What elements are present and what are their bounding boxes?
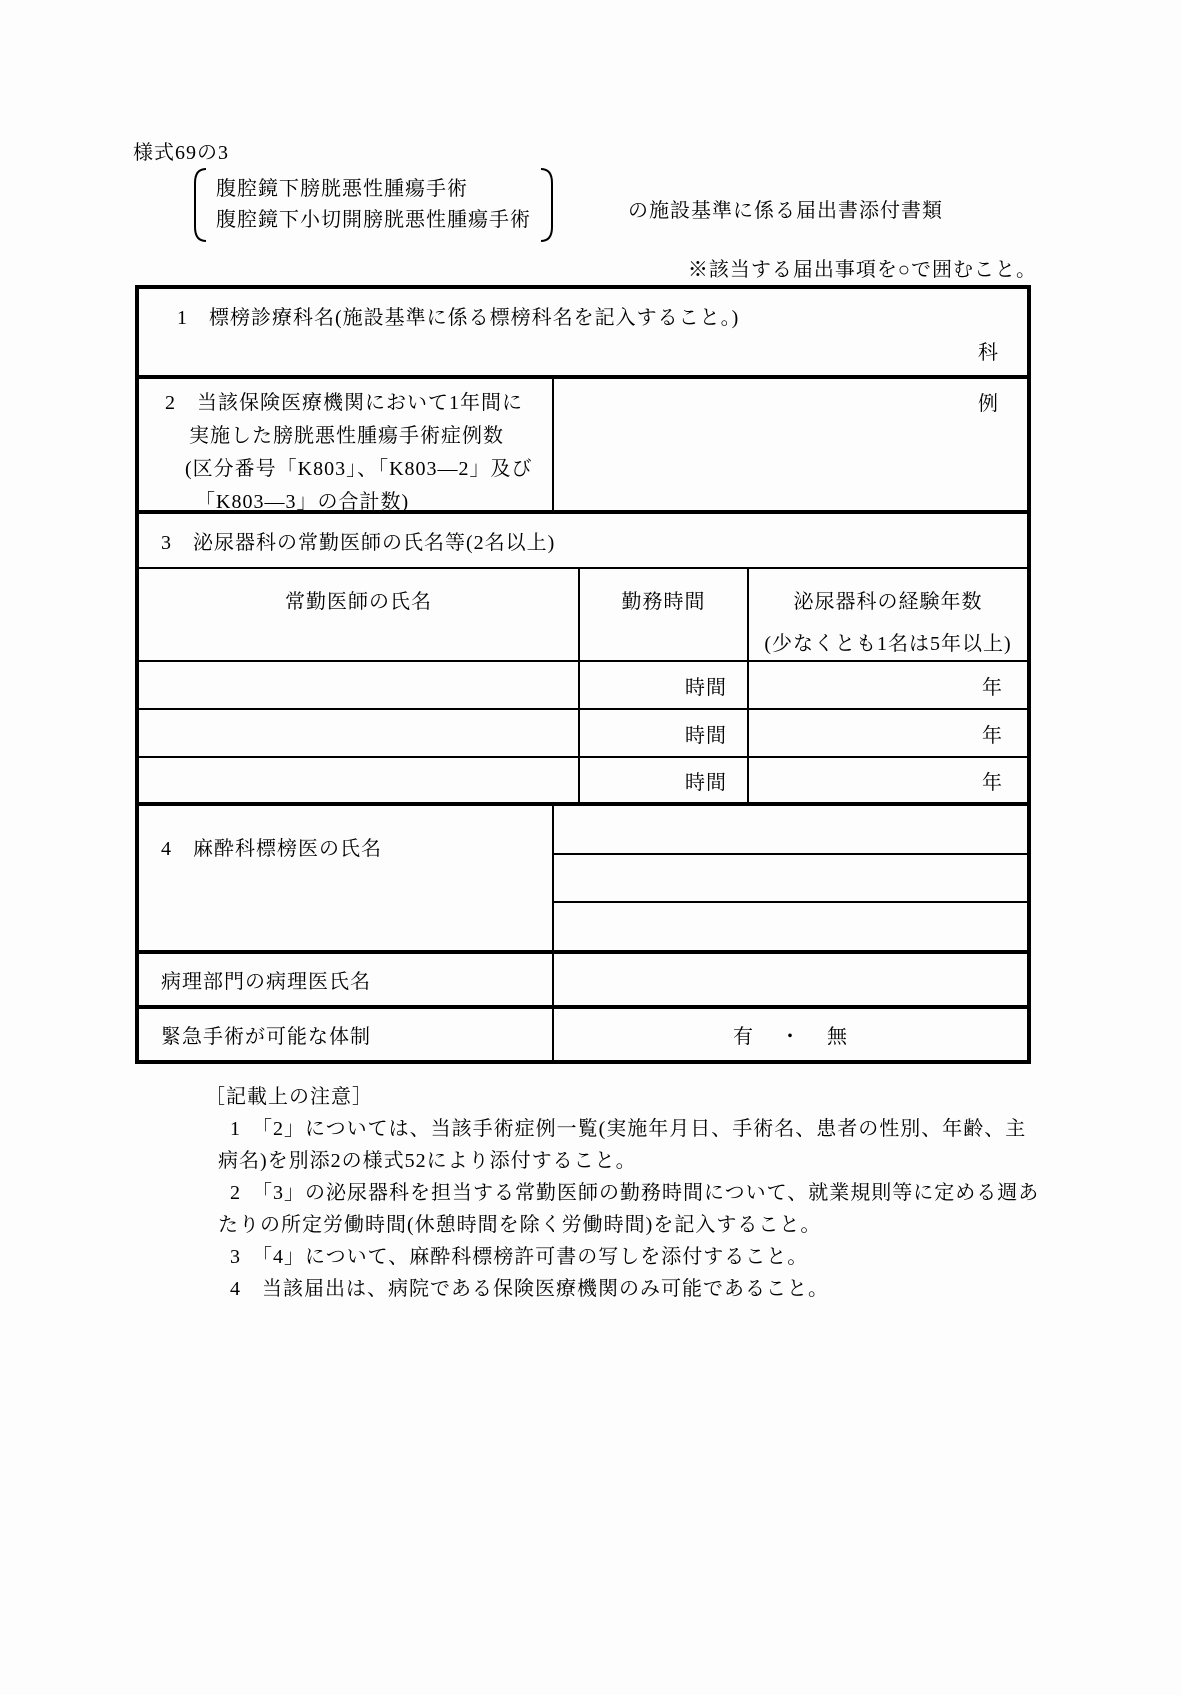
pathologist-cell <box>554 954 1027 1005</box>
row-emergency <box>139 1009 1027 1060</box>
row-pathologist <box>139 954 1027 1009</box>
emergency-options <box>554 1009 1027 1060</box>
doctor-2-hours-cell[interactable] <box>580 710 749 756</box>
department-unit: 科 <box>978 342 999 364</box>
anesthesiologist-name-2 <box>554 855 1027 904</box>
doctor-2-hours-unit: 時間 <box>685 724 727 747</box>
doctor-row-2 <box>139 710 1027 758</box>
doctor-3-years-unit: 年 <box>982 771 1003 794</box>
doctor-1-hours-cell[interactable] <box>580 662 749 708</box>
note-3: 3 「4」について、麻酔科標榜許可書の写しを添付すること。 <box>230 1246 809 1268</box>
anesthesiologist-name-2-input[interactable] <box>564 861 1017 896</box>
case-count-unit: 例 <box>978 393 999 415</box>
department-input-area[interactable] <box>177 335 947 365</box>
doctor-1-name-cell <box>139 662 580 708</box>
case-count-label <box>139 379 554 513</box>
bracket-right-icon <box>539 166 557 244</box>
emergency-option-separator: ・ <box>780 1026 801 1048</box>
header-experience-note: (少なくとも1名は5年以上) <box>764 633 1012 655</box>
row-case-count <box>139 379 1027 514</box>
row-anesthesiologist <box>139 806 1027 954</box>
doctor-table-header <box>139 569 1027 662</box>
procedure-line-2: 腹腔鏡下小切開膀胱悪性腫瘍手術 <box>216 209 531 231</box>
doctor-3-years-cell[interactable] <box>749 758 1027 802</box>
doctor-2-name-input[interactable] <box>149 716 568 750</box>
case-count-label-line-4: 「K803―3」の合計数) <box>195 491 410 513</box>
header-experience <box>749 569 1027 660</box>
header-doctor-name-label: 常勤医師の氏名 <box>285 591 432 613</box>
case-count-cell <box>554 379 1027 510</box>
emergency-option-no[interactable]: 無 <box>827 1026 848 1048</box>
pathologist-input[interactable] <box>564 960 1017 999</box>
anesthesiologist-label: 4 麻酔科標榜医の氏名 <box>139 806 554 950</box>
anesthesiologist-name-1 <box>554 806 1027 855</box>
doctor-1-years-unit: 年 <box>982 676 1003 699</box>
doctor-3-name-cell <box>139 758 580 802</box>
doctor-3-name-input[interactable] <box>149 764 568 796</box>
header-working-hours-label: 勤務時間 <box>621 591 706 613</box>
doctor-row-3 <box>139 758 1027 806</box>
procedure-bracket-group <box>190 166 557 244</box>
form-title-suffix: の施設基準に係る届出書添付書類 <box>628 200 943 222</box>
anesthesiologist-name-3-input[interactable] <box>564 909 1017 944</box>
doctor-1-hours-unit: 時間 <box>685 676 727 699</box>
section3-title-row <box>139 514 1027 569</box>
case-count-label-line-3: (区分番号「K803」、「K803―2」及び <box>185 458 533 480</box>
doctor-2-years-unit: 年 <box>982 724 1003 747</box>
procedure-line-1: 腹腔鏡下膀胱悪性腫瘍手術 <box>216 178 468 200</box>
anesthesiologist-name-cells <box>554 806 1027 950</box>
doctor-3-hours-unit: 時間 <box>685 771 727 794</box>
header-working-hours <box>580 569 749 660</box>
circle-instruction: ※該当する届出事項を○で囲むこと。 <box>687 259 1037 281</box>
department-label: 1 標榜診療科名(施設基準に係る標榜科名を記入すること。) <box>177 307 740 329</box>
doctor-row-1 <box>139 662 1027 710</box>
doctor-1-years-cell[interactable] <box>749 662 1027 708</box>
notification-table <box>135 285 1031 1064</box>
notes-heading: ［記載上の注意］ <box>205 1086 373 1108</box>
note-4: 4 当該届出は、病院である保険医療機関のみ可能であること。 <box>230 1278 829 1300</box>
section3-title: 3 泌尿器科の常勤医師の氏名等(2名以上) <box>161 532 556 554</box>
note-2-line-1: 2 「3」の泌尿器科を担当する常勤医師の勤務時間について、就業規則等に定める週あ <box>230 1182 1040 1204</box>
anesthesiologist-name-3 <box>554 903 1027 950</box>
doctor-1-name-input[interactable] <box>149 668 568 702</box>
header-doctor-name <box>139 569 580 660</box>
doctor-2-years-cell[interactable] <box>749 710 1027 756</box>
header-experience-label: 泌尿器科の経験年数 <box>793 591 983 613</box>
doctor-2-name-cell <box>139 710 580 756</box>
doctor-3-hours-cell[interactable] <box>580 758 749 802</box>
case-count-label-line-1: 2 当該保険医療機関において1年間に <box>165 392 523 414</box>
note-1-line-1: 1 「2」については、当該手術症例一覧(実施年月日、手術名、患者の性別、年齢、主 <box>230 1118 1027 1140</box>
bracket-left-icon <box>190 166 208 244</box>
case-count-input-area[interactable] <box>564 424 947 484</box>
pathologist-label: 病理部門の病理医氏名 <box>139 954 554 1005</box>
note-1-line-2: 病名)を別添2の様式52により添付すること。 <box>218 1150 637 1172</box>
emergency-option-yes[interactable]: 有 <box>733 1026 754 1048</box>
note-2-line-2: たりの所定労働時間(休憩時間を除く労働時間)を記入すること。 <box>218 1214 822 1236</box>
row-department <box>139 289 1027 379</box>
case-count-label-line-2: 実施した膀胱悪性腫瘍手術症例数 <box>189 425 504 447</box>
anesthesiologist-name-1-input[interactable] <box>564 812 1017 847</box>
form-number: 様式69の3 <box>133 142 229 164</box>
emergency-label: 緊急手術が可能な体制 <box>139 1009 554 1060</box>
procedure-list <box>208 166 539 244</box>
